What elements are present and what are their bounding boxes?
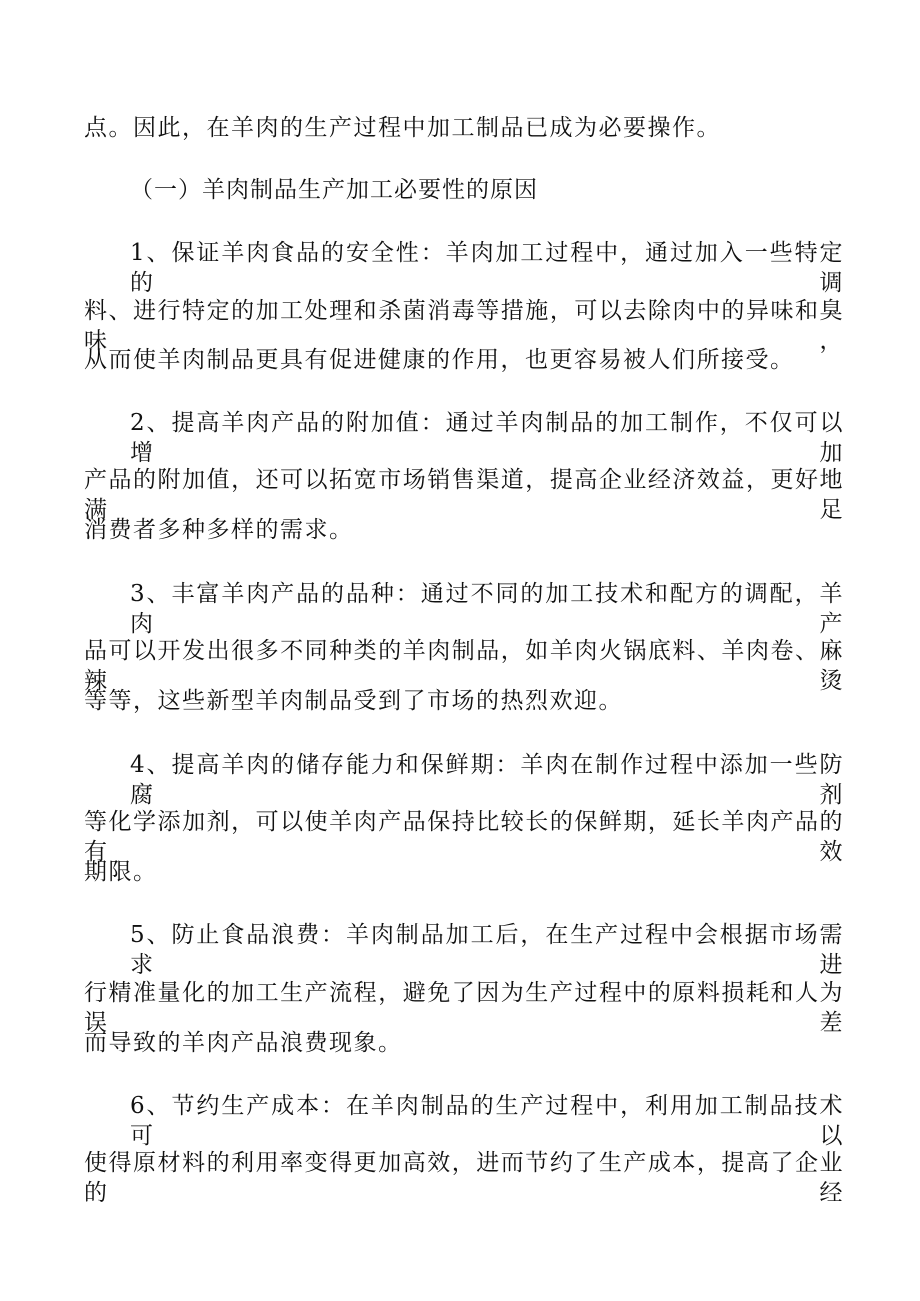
paragraph-line: 而导致的羊肉产品浪费现象。 (84, 1030, 403, 1056)
paragraph-line: 点。因此，在羊肉的生产过程中加工制品已成为必要操作。 (84, 115, 721, 141)
paragraph-line: 期限。 (84, 859, 158, 885)
paragraph-line: 品可以开发出很多不同种类的羊肉制品，如羊肉火锅底料、羊肉卷、麻辣烫 (84, 638, 844, 694)
paragraph-line: 5、防止食品浪费：羊肉制品加工后，在生产过程中会根据市场需求进 (130, 922, 844, 978)
section-heading: （一）羊肉制品生产加工必要性的原因 (130, 177, 538, 203)
paragraph-line: 料、进行特定的加工处理和杀菌消毒等措施，可以去除肉中的异味和臭味， (84, 298, 844, 354)
paragraph-line: 等等，这些新型羊肉制品受到了市场的热烈欢迎。 (84, 688, 623, 714)
paragraph-line: 2、提高羊肉产品的附加值：通过羊肉制品的加工制作，不仅可以增加 (130, 410, 844, 466)
paragraph-line: 等化学添加剂，可以使羊肉产品保持比较长的保鲜期，延长羊肉产品的有效 (84, 809, 844, 865)
paragraph-line: 使得原材料的利用率变得更加高效，进而节约了生产成本，提高了企业的经 (84, 1150, 844, 1206)
paragraph-line: 6、节约生产成本：在羊肉制品的生产过程中，利用加工制品技术可以 (130, 1093, 844, 1149)
paragraph-line: 4、提高羊肉的储存能力和保鲜期：羊肉在制作过程中添加一些防腐剂 (130, 752, 844, 808)
paragraph-line: 行精准量化的加工生产流程，避免了因为生产过程中的原料损耗和人为误差 (84, 980, 844, 1036)
paragraph-line: 3、丰富羊肉产品的品种：通过不同的加工技术和配方的调配，羊肉产 (130, 581, 844, 637)
paragraph-line: 1、保证羊肉食品的安全性：羊肉加工过程中，通过加入一些特定的调 (130, 240, 844, 296)
paragraph-line: 从而使羊肉制品更具有促进健康的作用，也更容易被人们所接受。 (84, 347, 795, 373)
paragraph-line: 消费者多种多样的需求。 (84, 517, 354, 543)
paragraph-line: 产品的附加值，还可以拓宽市场销售渠道，提高企业经济效益，更好地满足 (84, 467, 844, 523)
